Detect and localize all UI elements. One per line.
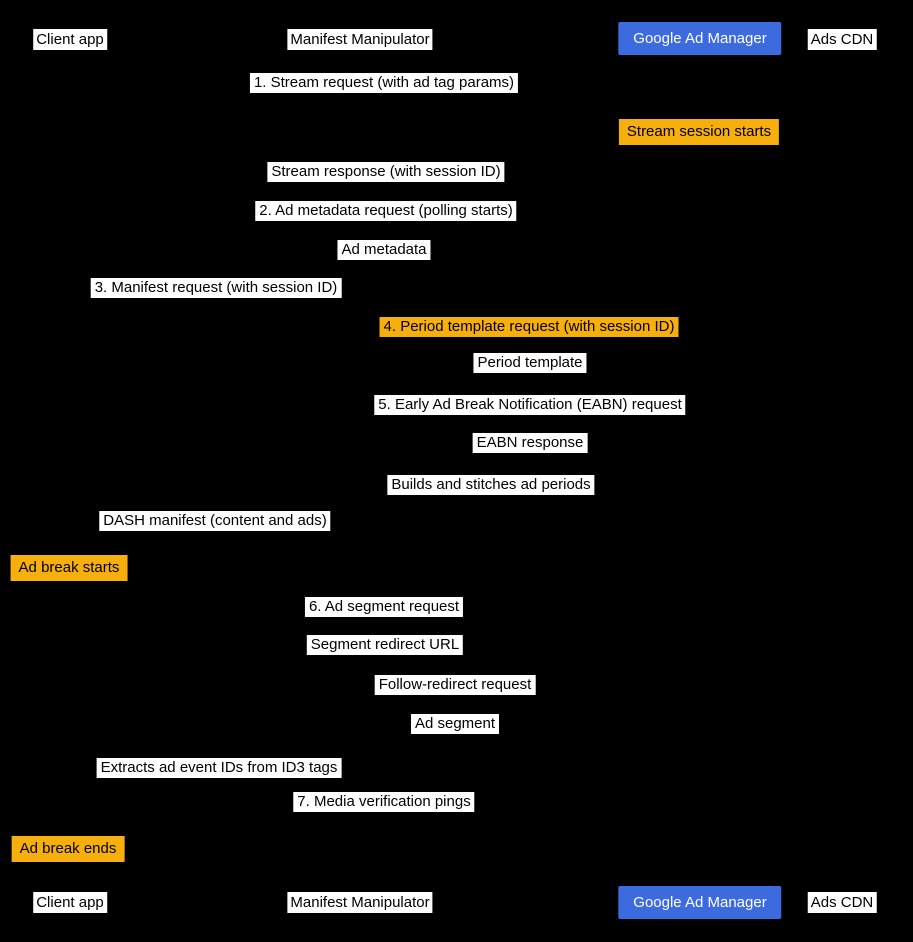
note-stream-session-starts: Stream session starts [619,119,779,145]
actor-top-ads-cdn: Ads CDN [808,29,877,50]
actor-top-client-app: Client app [33,29,107,50]
message-period-template-request: 4. Period template request (with session ID) [380,317,679,337]
message-ad-segment: Ad segment [411,714,499,734]
actor-bottom-manifest-manipulator: Manifest Manipulator [287,892,432,913]
message-eabn-response: EABN response [473,433,588,453]
message-dash-manifest: DASH manifest (content and ads) [99,511,330,531]
message-ad-segment-request: 6. Ad segment request [305,597,463,617]
actor-bottom-ads-cdn: Ads CDN [808,892,877,913]
message-media-verification-pings: 7. Media verification pings [293,792,474,812]
actor-bottom-client-app: Client app [33,892,107,913]
actor-top-google-ad-manager: Google Ad Manager [618,22,781,55]
note-ad-break-starts: Ad break starts [11,555,128,581]
note-ad-break-ends: Ad break ends [12,836,125,862]
message-follow-redirect-request: Follow-redirect request [375,675,536,695]
message-manifest-request: 3. Manifest request (with session ID) [91,278,342,298]
message-period-template: Period template [473,353,586,373]
message-eabn-request: 5. Early Ad Break Notification (EABN) request [374,395,685,415]
message-ad-metadata-request: 2. Ad metadata request (polling starts) [255,201,516,221]
message-extracts-ad-event-ids: Extracts ad event IDs from ID3 tags [97,758,342,778]
actor-top-manifest-manipulator: Manifest Manipulator [287,29,432,50]
message-segment-redirect-url: Segment redirect URL [307,635,463,655]
message-ad-metadata: Ad metadata [337,240,430,260]
message-stream-response: Stream response (with session ID) [267,162,504,182]
message-builds-stitches-periods: Builds and stitches ad periods [387,475,594,495]
message-stream-request: 1. Stream request (with ad tag params) [250,73,518,93]
actor-bottom-google-ad-manager: Google Ad Manager [618,886,781,919]
